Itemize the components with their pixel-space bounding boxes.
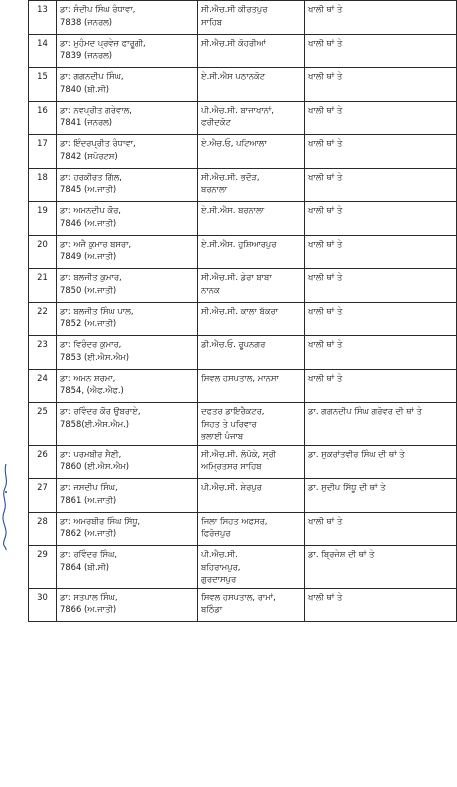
doctor-name <box>57 1 198 35</box>
posting-station-line: ਸੀ.ਐਚ.ਸੀ. ਡੇਰਾ ਬਾਬਾ <box>201 272 272 282</box>
remark: ਡਾ. ਸੁਕਰਾਂਤਵੀਰ ਸਿੰਘ ਦੀ ਥਾਂ ਤੇ <box>305 445 457 479</box>
remark: ਡਾ. ਬ੍ਰਿਜੇਸ਼ ਦੀ ਥਾਂ ਤੇ <box>305 546 457 589</box>
table-row <box>29 369 457 403</box>
doctor-name-line: 7839 (ਜਨਰਲ) <box>60 50 113 60</box>
table-row <box>29 512 457 546</box>
table-row <box>29 546 457 589</box>
posting-station-line: ਬਹਿਰਾਮਪੁਰ, <box>201 561 241 572</box>
posting-station-line: ਸੀ.ਐਚ.ਸੀ. ਭਦੌੜ, <box>201 171 260 182</box>
posting-station-line: ਸੀ.ਐਚ.ਸੀ ਕੀਰਤਪੁਰ <box>201 4 268 14</box>
posting-station-line: ਅਮ੍ਰਿਤਸਰ ਸਾਹਿਬ <box>201 461 262 471</box>
doctor-name-line: ਡਾ: ਸਤਪਾਲ ਸਿੰਘ, <box>60 591 118 602</box>
remark: ਖਾਲੀ ਥਾਂ ਤੇ <box>305 168 457 202</box>
doctor-name-line: ਡਾ: ਅਮਨਦੀਪ ਕੌਰ, <box>60 205 121 215</box>
posting-station-line: ਏ.ਸੀ.ਐਸ. ਹੁਸ਼ਿਆਰਪੁਰ <box>201 238 277 249</box>
margin-signature-mark <box>1 462 11 552</box>
doctor-name-line: ਡਾ: ਰਵਿੰਦਰ ਸਿੰਘ, <box>60 549 118 559</box>
table-row <box>29 101 457 135</box>
table-row <box>29 202 457 236</box>
serial-number: 26 <box>29 445 57 479</box>
doctor-name-line: ਡਾ: ਵਿਰੰਦਰ ਕੁਮਾਰ, <box>60 339 122 349</box>
doctor-name-line: ਡਾ: ਅਜੈ ਕੁਮਾਰ ਬਸਰਾ, <box>60 238 132 249</box>
posting-station <box>198 588 305 622</box>
doctor-name-line: ਡਾ: ਪਰਮਬੀਰ ਸੈਣੀ, <box>60 448 122 459</box>
doctor-name <box>57 336 198 370</box>
posting-station <box>198 336 305 370</box>
posting-station-line: ਸੀ.ਐਚ.ਸੀ. ਕਾਲਾ ਬੱਕਰਾ <box>201 305 279 316</box>
doctor-name-line: 7845 (ਅ.ਜਾਤੀ) <box>60 184 117 194</box>
posting-station <box>198 479 305 513</box>
remark: ਖਾਲੀ ਥਾਂ ਤੇ <box>305 302 457 336</box>
posting-station-line: ਸਾਹਿਬ <box>201 16 223 27</box>
doctor-name <box>57 168 198 202</box>
remark: ਖਾਲੀ ਥਾਂ ਤੇ <box>305 68 457 102</box>
posting-station-line: ਪੀ.ਐਚ.ਸੀ. ਸ਼ੇਰਪੁਰ <box>201 482 262 492</box>
table-row <box>29 68 457 102</box>
doctor-name-line: 7841 (ਜਨਰਲ) <box>60 117 113 127</box>
remark: ਖਾਲੀ ਥਾਂ ਤੇ <box>305 1 457 35</box>
doctor-name <box>57 269 198 303</box>
table-row <box>29 135 457 169</box>
posting-station-line: ਏ.ਐਚ.ਓ, ਪਟਿਆਲਾ <box>201 138 267 148</box>
doctor-name-line: ਡਾ: ਜਸਦੀਪ ਸਿੰਘ, <box>60 482 118 492</box>
remark: ਖਾਲੀ ਥਾਂ ਤੇ <box>305 101 457 135</box>
transfer-table <box>28 0 457 622</box>
serial-number: 22 <box>29 302 57 336</box>
doctor-name <box>57 302 198 336</box>
doctor-name <box>57 369 198 403</box>
posting-station-line: ਸੀ.ਐਚ.ਸੀ ਕੋਹਰੀਆਂ <box>201 37 266 48</box>
doctor-name-line: 7858(ਈ.ਐਸ.ਐਮ.) <box>60 418 130 429</box>
doctor-name-line: ਡਾ: ਹਰਕੀਰਤ ਗਿੱਲ, <box>60 171 122 182</box>
posting-station-line: ਪੀ.ਐਚ.ਸੀ. <box>201 549 238 559</box>
posting-station-line: ਭਲਾਈ ਪੰਜਾਬ <box>201 431 244 441</box>
posting-station <box>198 269 305 303</box>
table-row <box>29 34 457 68</box>
posting-station <box>198 403 305 446</box>
posting-station-line: ਫਰੀਦਕੋਟ <box>201 117 231 127</box>
doctor-name <box>57 445 198 479</box>
table-row <box>29 269 457 303</box>
remark: ਖਾਲੀ ਥਾਂ ਤੇ <box>305 34 457 68</box>
serial-number: 13 <box>29 1 57 35</box>
doctor-name <box>57 546 198 589</box>
serial-number: 24 <box>29 369 57 403</box>
doctor-name-line: ਡਾ: ਨਵਪ੍ਰੀਤ ਗਰੇਵਾਲ, <box>60 104 132 115</box>
serial-number: 23 <box>29 336 57 370</box>
remark: ਖਾਲੀ ਥਾਂ ਤੇ <box>305 269 457 303</box>
posting-station <box>198 1 305 35</box>
remark: ਖਾਲੀ ਥਾਂ ਤੇ <box>305 512 457 546</box>
doctor-name <box>57 235 198 269</box>
doctor-name-line: 7840 (ਬੀ.ਸੀ) <box>60 83 110 94</box>
doctor-name-line: ਡਾ: ਇੰਦਰਪ੍ਰੀਤ ਰੰਧਾਵਾ, <box>60 138 136 148</box>
remark: ਖਾਲੀ ਥਾਂ ਤੇ <box>305 235 457 269</box>
remark: ਖਾਲੀ ਥਾਂ ਤੇ <box>305 336 457 370</box>
doctor-name <box>57 202 198 236</box>
posting-station <box>198 235 305 269</box>
posting-station <box>198 445 305 479</box>
doctor-name-line: ਡਾ: ਅਮਨ ਸ਼ਰਮਾ, <box>60 372 116 383</box>
doctor-name <box>57 588 198 622</box>
doctor-name-line: 7866 (ਅ.ਜਾਤੀ) <box>60 604 117 614</box>
doctor-name-line: 7853 (ਈ.ਐਸ.ਐਮ) <box>60 351 130 362</box>
serial-number: 30 <box>29 588 57 622</box>
posting-station-line: ਸੀ.ਐਚ.ਸੀ. ਲੋਪੋਕੇ, ਸ੍ਰੀ <box>201 448 277 459</box>
table-row <box>29 168 457 202</box>
posting-station-line: ਏ.ਸੀ.ਐਸ ਪਠਾਨਕੋਟ <box>201 71 266 81</box>
posting-station-line: ਨਾਨਕ <box>201 284 220 295</box>
doctor-name-line: 7846 (ਅ.ਜਾਤੀ) <box>60 217 117 228</box>
remark: ਡਾ. ਸੁਦੀਪ ਸਿੱਧੂ ਦੀ ਥਾਂ ਤੇ <box>305 479 457 513</box>
doctor-name-line: ਡਾ: ਗਗਨਦੀਪ ਸਿੰਘ, <box>60 71 124 81</box>
doctor-name <box>57 34 198 68</box>
doctor-name-line: 7852 (ਅ.ਜਾਤੀ) <box>60 318 117 328</box>
doctor-name-line: ਡਾ: ਸੰਦੀਪ ਸਿੰਘ ਰੰਧਾਵਾ, <box>60 4 136 14</box>
doctor-name <box>57 512 198 546</box>
posting-station <box>198 34 305 68</box>
doctor-name-line: 7864 (ਬੀ.ਸੀ) <box>60 561 110 572</box>
serial-number: 14 <box>29 34 57 68</box>
doctor-name-line: ਡਾ: ਰਵਿੰਦਰ ਕੌਰ ਉਬਰਾਏ, <box>60 406 141 416</box>
remark: ਡਾ. ਗਗਨਦੀਪ ਸਿੰਘ ਗਰੋਵਰ ਦੀ ਥਾਂ ਤੇ <box>305 403 457 446</box>
doctor-name <box>57 403 198 446</box>
posting-station-line: ਬਰਨਾਲਾ <box>201 184 228 194</box>
serial-number: 21 <box>29 269 57 303</box>
posting-station-line: ਗੁਰਦਾਸਪੁਰ <box>201 574 237 584</box>
serial-number: 15 <box>29 68 57 102</box>
table-row <box>29 403 457 446</box>
posting-station-line: ਸਿਹਤ ਤੇ ਪਰਿਵਾਰ <box>201 418 257 429</box>
serial-number: 19 <box>29 202 57 236</box>
doctor-name-line: 7862 (ਅ.ਜਾਤੀ) <box>60 528 117 538</box>
doctor-name <box>57 135 198 169</box>
table-row <box>29 479 457 513</box>
posting-station-line: ਬਠਿੰਡਾ <box>201 604 223 614</box>
posting-station <box>198 101 305 135</box>
posting-station-line: ਏ.ਸੀ.ਐਸ. ਬਰਨਾਲਾ <box>201 205 265 215</box>
doctor-name-line: 7860 (ਈ.ਐਸ.ਐਮ) <box>60 461 130 471</box>
doctor-name <box>57 479 198 513</box>
posting-station <box>198 302 305 336</box>
serial-number: 25 <box>29 403 57 446</box>
posting-station-line: ਜਿਲਾ ਸਿਹਤ ਅਫਸਰ, <box>201 515 268 526</box>
posting-station <box>198 369 305 403</box>
doctor-name <box>57 68 198 102</box>
posting-station <box>198 512 305 546</box>
remark: ਖਾਲੀ ਥਾਂ ਤੇ <box>305 588 457 622</box>
posting-station-line: ਫਿਰੋਜ਼ਪੁਰ <box>201 528 231 538</box>
doctor-name <box>57 101 198 135</box>
posting-station <box>198 202 305 236</box>
posting-station <box>198 135 305 169</box>
posting-station-line: ਸਿਵਲ ਹਸਪਤਾਲ, ਮਾਨਸਾ <box>201 372 279 383</box>
doctor-name-line: ਡਾ: ਅਮਰਬੀਰ ਸਿੰਘ ਸਿੱਧੂ, <box>60 515 141 526</box>
posting-station <box>198 68 305 102</box>
serial-number: 27 <box>29 479 57 513</box>
serial-number: 16 <box>29 101 57 135</box>
doctor-name-line: 7838 (ਜਨਰਲ) <box>60 16 113 27</box>
doctor-name-line: 7861 (ਅ.ਜਾਤੀ) <box>60 494 117 505</box>
serial-number: 20 <box>29 235 57 269</box>
table-row <box>29 235 457 269</box>
table-row <box>29 1 457 35</box>
doctor-name-line: 7849 (ਅ.ਜਾਤੀ) <box>60 251 117 261</box>
posting-station-line: ਸਿਵਲ ਹਸਪਤਾਲ, ਰਾਮਾਂ, <box>201 591 276 602</box>
posting-station <box>198 168 305 202</box>
serial-number: 17 <box>29 135 57 169</box>
serial-number: 18 <box>29 168 57 202</box>
doctor-name-line: ਡਾ: ਮੁਹੰਮਦ ਪ੍ਰਵੇਜ਼ ਫਾਰੂਗੀ, <box>60 37 146 48</box>
doctor-name-line: 7842 (ਸਪੋਰਟਸ) <box>60 150 118 161</box>
posting-station-line: ਡੀ.ਐਚ.ਓ. ਰੂਪਨਗਰ <box>201 339 266 349</box>
serial-number: 28 <box>29 512 57 546</box>
posting-station-line: ਦਫਤਰ ਡਾਇਰੈਕਟਰ, <box>201 406 265 416</box>
table-row <box>29 445 457 479</box>
doctor-name-line: ਡਾ: ਬਲਜੀਤ ਸਿੰਘ ਪਾਲ, <box>60 305 134 316</box>
doctor-name-line: 7854, (ਐਫ.ਐਫ.) <box>60 385 124 395</box>
doctor-name-line: 7850 (ਅ.ਜਾਤੀ) <box>60 284 117 295</box>
table-row <box>29 588 457 622</box>
table-row <box>29 336 457 370</box>
remark: ਖਾਲੀ ਥਾਂ ਤੇ <box>305 135 457 169</box>
table-row <box>29 302 457 336</box>
doctor-name-line: ਡਾ: ਬਲਜੀਤ ਕੁਮਾਰ, <box>60 272 122 282</box>
posting-station-line: ਪੀ.ਐਚ.ਸੀ. ਬਾਜਾਖਾਨਾਂ, <box>201 104 274 115</box>
posting-station <box>198 546 305 589</box>
remark: ਖਾਲੀ ਥਾਂ ਤੇ <box>305 202 457 236</box>
serial-number: 29 <box>29 546 57 589</box>
remark: ਖਾਲੀ ਥਾਂ ਤੇ <box>305 369 457 403</box>
